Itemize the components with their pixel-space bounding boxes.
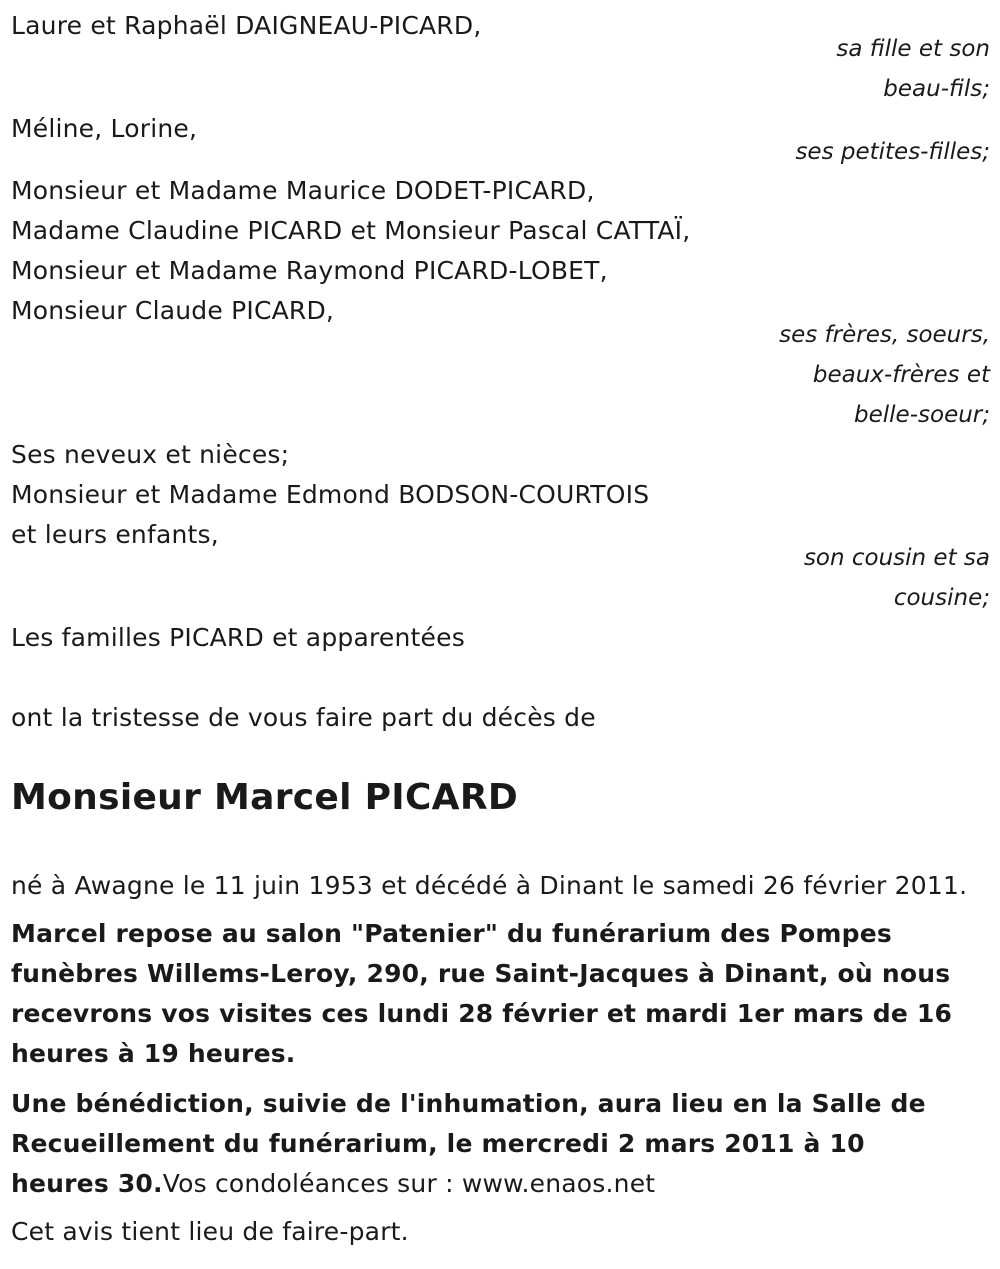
family-line-daigneau: Laure et Raphaël DAIGNEAU-PICARD, <box>11 11 482 40</box>
family-line-families: Les familles PICARD et apparentées <box>11 623 465 652</box>
relation-cousins: son cousin et sa <box>803 545 990 571</box>
relation-son-in-law: beau-fils; <box>883 76 990 102</box>
family-line-children: et leurs enfants, <box>11 520 219 549</box>
condolences-text: Vos condoléances sur : www.enaos.net <box>162 1169 656 1198</box>
ceremony-text: Une bénédiction, suivie de l'inhumation, aura lieu en la Salle de Recueillement du funérarium, le mercredi 2 mars 2011 à 10 heures 30. <box>11 1089 926 1198</box>
relation-granddaughters: ses petites-filles; <box>795 139 990 165</box>
relation-sister-in-law: belle-soeur; <box>854 402 990 428</box>
birth-death-line: né à Awagne le 11 juin 1953 et décédé à Dinant le samedi 26 février 2011. <box>11 871 968 900</box>
family-line-picard-lobet: Monsieur et Madame Raymond PICARD-LOBET, <box>11 256 608 285</box>
family-line-picard-cattai: Madame Claudine PICARD et Monsieur Pascal CATTAÏ, <box>11 216 691 245</box>
closing-line: Cet avis tient lieu de faire-part. <box>11 1217 409 1246</box>
visitation-paragraph: Marcel repose au salon "Patenier" du funérarium des Pompes funèbres Willems-Leroy, 290, rue Saint-Jacques à Dinant, où nous recevrons vos visites ces lundi 28 février et mardi 1er mars de 16 heures à 19 heures. <box>11 919 953 1068</box>
ceremony-paragraph <box>11 1084 971 1204</box>
family-line-nephews: Ses neveux et nièces; <box>11 440 290 469</box>
relation-daughter: sa fille et son <box>836 36 990 62</box>
family-line-dodet: Monsieur et Madame Maurice DODET-PICARD, <box>11 176 595 205</box>
family-line-bodson: Monsieur et Madame Edmond BODSON-COURTOIS <box>11 480 650 509</box>
deceased-name: Monsieur Marcel PICARD <box>11 777 519 818</box>
relation-cousin-female: cousine; <box>893 585 990 611</box>
relation-brothers-in-law: beaux-frères et <box>812 362 990 388</box>
family-line-claude-picard: Monsieur Claude PICARD, <box>11 296 335 325</box>
relation-siblings: ses frères, soeurs, <box>779 322 990 348</box>
announcement-text: ont la tristesse de vous faire part du décès de <box>11 703 596 732</box>
family-line-granddaughters: Méline, Lorine, <box>11 114 198 143</box>
